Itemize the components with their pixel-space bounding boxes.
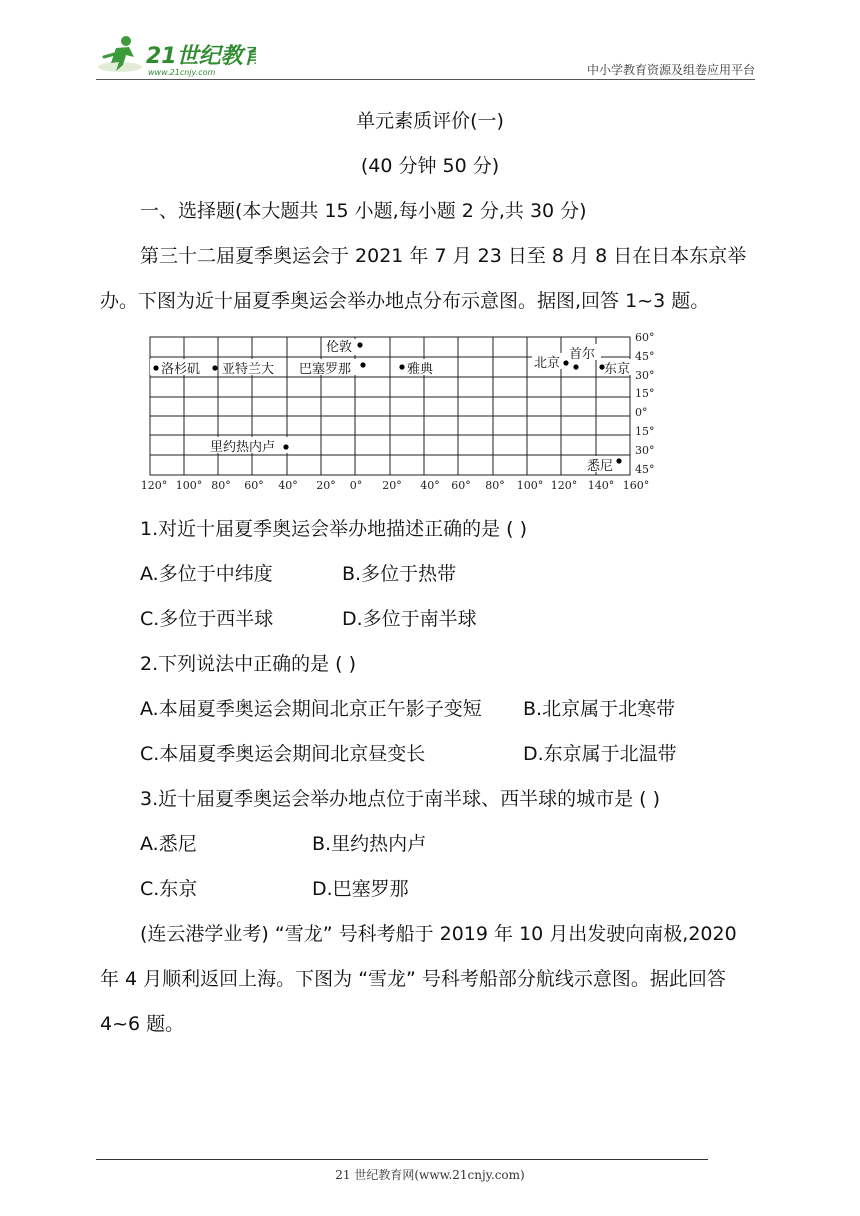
city-label-london: 伦敦 bbox=[326, 340, 353, 355]
city-label-atlanta: 亚特兰大 bbox=[222, 362, 275, 377]
intro2-line-3: 4~6 题。 bbox=[100, 1013, 185, 1035]
logo-url: www.21cnjy.com bbox=[148, 68, 216, 77]
lon-label: 40° bbox=[420, 479, 440, 492]
lon-label: 40° bbox=[278, 479, 298, 492]
question-3-option-d: D.巴塞罗那 bbox=[312, 878, 409, 900]
page-title: 单元素质评价(一) bbox=[356, 110, 504, 132]
question-1-option-d: D.多位于南半球 bbox=[342, 608, 477, 630]
question-2-option-d: D.东京属于北温带 bbox=[523, 743, 677, 765]
lon-label: 100° bbox=[516, 479, 544, 492]
lon-label: 160° bbox=[622, 479, 650, 492]
lon-label: 80° bbox=[485, 479, 505, 492]
intro2-line-1: (连云港学业考) “雪龙” 号科考船于 2019 年 10 月出发驶向南极,2020 bbox=[140, 923, 737, 945]
city-label-athens: 雅典 bbox=[407, 362, 434, 377]
intro-line-1: 第三十二届夏季奥运会于 2021 年 7 月 23 日至 8 月 8 日在日本东京举 bbox=[140, 245, 747, 267]
city-label-los-angeles: 洛杉矶 bbox=[161, 362, 201, 377]
header-divider bbox=[96, 79, 755, 80]
city-label-seoul: 首尔 bbox=[569, 347, 596, 362]
lon-label: 100° bbox=[175, 479, 203, 492]
question-1-stem: 1.对近十届夏季奥运会举办地描述正确的是 ( ) bbox=[140, 518, 528, 540]
city-label-barcelona: 巴塞罗那 bbox=[299, 362, 352, 377]
city-label-rio: 里约热内卢 bbox=[210, 440, 276, 455]
question-2-stem: 2.下列说法中正确的是 ( ) bbox=[140, 653, 357, 675]
question-1-option-a: A.多位于中纬度 bbox=[140, 563, 273, 585]
platform-name: 中小学教育资源及组卷应用平台 bbox=[586, 63, 755, 77]
lon-label: 120° bbox=[140, 479, 168, 492]
intro-line-2: 办。下图为近十届夏季奥运会举办地点分布示意图。据图,回答 1~3 题。 bbox=[100, 290, 710, 312]
lat-label: 60° bbox=[635, 332, 655, 344]
lon-label: 120° bbox=[550, 479, 578, 492]
lon-label: 20° bbox=[316, 479, 336, 492]
lat-label: 30° bbox=[635, 444, 655, 457]
section-heading: 一、选择题(本大题共 15 小题,每小题 2 分,共 30 分) bbox=[140, 200, 587, 222]
lon-label: 0° bbox=[349, 479, 363, 492]
lon-label: 20° bbox=[382, 479, 402, 492]
question-3-option-a: A.悉尼 bbox=[140, 833, 197, 855]
city-label-beijing: 北京 bbox=[534, 356, 561, 371]
question-1-option-b: B.多位于热带 bbox=[342, 563, 457, 585]
question-2-option-b: B.北京属于北寒带 bbox=[523, 698, 676, 720]
question-1-option-c: C.多位于西半球 bbox=[140, 608, 274, 630]
city-label-sydney: 悉尼 bbox=[587, 459, 614, 474]
question-3-stem: 3.近十届夏季奥运会举办地点位于南半球、西半球的城市是 ( ) bbox=[140, 788, 661, 810]
lat-label: 45° bbox=[635, 350, 655, 363]
logo-text: 21世纪教育 bbox=[146, 44, 256, 69]
lon-label: 60° bbox=[244, 479, 264, 492]
question-2-option-c: C.本届夏季奥运会期间北京昼变长 bbox=[140, 743, 426, 765]
lat-label: 0° bbox=[635, 406, 648, 419]
lon-label: 80° bbox=[211, 479, 231, 492]
footer-text: 21 世纪教育网(www.21cnjy.com) bbox=[335, 1168, 525, 1182]
lon-label: 140° bbox=[587, 479, 615, 492]
lat-label: 15° bbox=[635, 425, 655, 438]
page-subtitle: (40 分钟 50 分) bbox=[360, 155, 500, 177]
lat-label: 45° bbox=[635, 463, 655, 476]
site-logo bbox=[96, 33, 256, 78]
olympic-host-map bbox=[140, 332, 660, 492]
footer-divider bbox=[96, 1159, 708, 1160]
lat-label: 15° bbox=[635, 387, 655, 400]
question-3-option-c: C.东京 bbox=[140, 878, 198, 900]
lon-label: 60° bbox=[451, 479, 471, 492]
city-label-tokyo: 东京 bbox=[604, 362, 631, 377]
question-2-option-a: A.本届夏季奥运会期间北京正午影子变短 bbox=[140, 698, 482, 720]
lat-label: 30° bbox=[635, 369, 655, 382]
intro2-line-2: 年 4 月顺利返回上海。下图为 “雪龙” 号科考船部分航线示意图。据此回答 bbox=[100, 968, 726, 990]
question-3-option-b: B.里约热内卢 bbox=[312, 833, 427, 855]
